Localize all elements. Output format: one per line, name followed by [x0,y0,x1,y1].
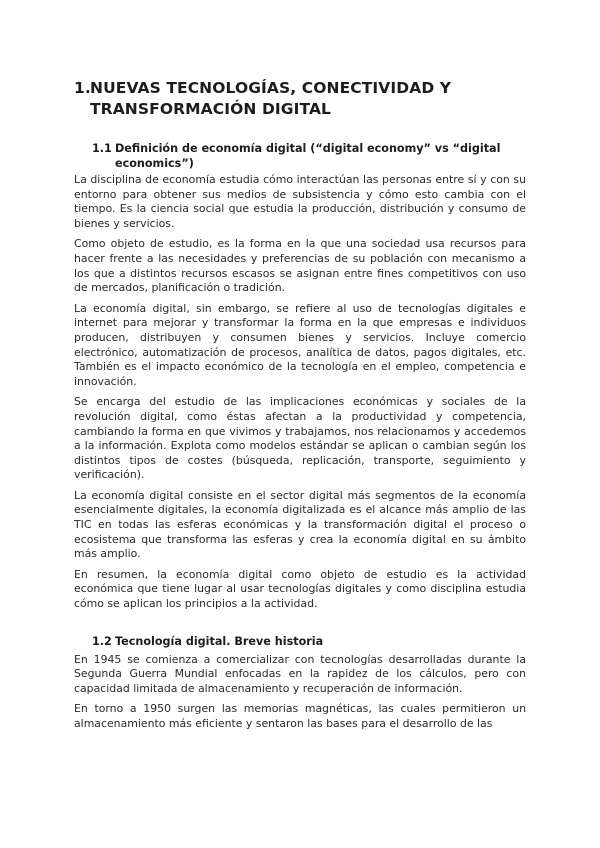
chapter-heading [74,78,526,120]
chapter-number: 1. [74,79,91,97]
paragraph: Como objeto de estudio, es la forma en la que una sociedad usa recursos para hacer frente a las necesidades y preferencias de su población con mecanismo a los que a distintos recursos escasos se asignan entre fines competitivos con uso de mercados, planificación o tradición. [74,237,526,295]
paragraph: En 1945 se comienza a comercializar con tecnologías desarrolladas durante la Segunda Guerra Mundial enfocadas en la rapidez de los cálculos, pero con capacidad limitada de almacenamiento y recuperación de información. [74,652,526,695]
section-number: 1.2 [92,634,112,648]
section-title: Definición de economía digital (“digital economy” vs “digital economics”) [115,142,501,170]
section-heading [92,634,526,649]
paragraph: La disciplina de economía estudia cómo interactúan las personas entre sí y con su entorno para obtener sus medios de subsistencia y cómo esto cambia con el tiempo. Es la ciencia social que estudia la producción, distribución y consumo de bienes y servicios. [74,173,526,230]
paragraph: La economía digital consiste en el sector digital más segmentos de la economía esencialmente digitales, la economía digitalizada es el alcance más amplio de las TIC en todas las esferas económicas y la transformación digital el proceso o ecosistema que transforma las esferas y crea la economía digital en su ámbito más amplio. [74,488,526,561]
paragraph: Se encarga del estudio de las implicaciones económicas y sociales de la revolución digital, como éstas afectan a la productividad y competencia, cambiando la forma en que vivimos y trabajamos, nos relacionamos y accedemos a la información. Explota como modelos estándar se aplican o cambian según los distintos tipos de costes (búsqueda, replicación, transporte, seguimiento y verificación). [74,395,526,482]
chapter-title: NUEVAS TECNOLOGÍAS, CONECTIVIDAD Y TRANSFORMACIÓN DIGITAL [90,79,452,118]
section-title: Tecnología digital. Breve historia [115,634,324,648]
section-number: 1.1 [92,142,112,155]
section-heading [92,141,526,171]
paragraph: En resumen, la economía digital como objeto de estudio es la actividad económica que tiene lugar al usar tecnologías digitales y como disciplina estudia cómo se aplican los principios a la actividad. [74,567,526,611]
paragraph: En torno a 1950 surgen las memorias magnéticas, las cuales permitieron un almacenamiento más eficiente y sentaron las bases para el desarrollo de las [74,702,526,730]
paragraph: La economía digital, sin embargo, se refiere al uso de tecnologías digitales e internet para mejorar y transformar la forma en la que empresas e individuos producen, distribuyen y consumen bienes y servicios. Incluye comercio electrónico, automatización de procesos, analítica de datos, pagos digitales, etc. También es el impacto económico de la tecnología en el empleo, competencia e innovación. [74,301,526,388]
